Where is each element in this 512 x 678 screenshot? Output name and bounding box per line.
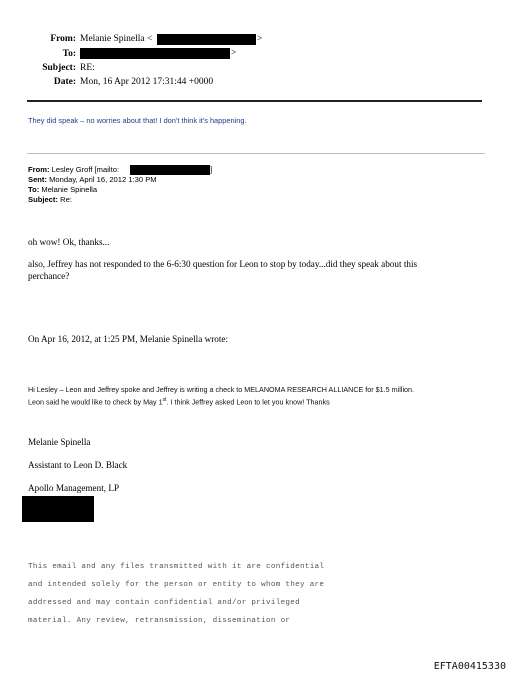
reply-text: They did speak – no worries about that! I don't think it's happening. <box>28 116 247 125</box>
disclaimer-line-2: and intended solely for the person or entity to whom they are <box>28 581 325 589</box>
fwd-subject-line <box>28 195 72 204</box>
signature-company: Apollo Management, LP <box>28 483 120 493</box>
quoted-line-b-pre: Leon said he would like to check by May 1 <box>28 397 163 407</box>
fwd-subject-value: Re: <box>60 195 72 204</box>
fwd-from-label: From: <box>28 165 50 174</box>
fwd-to-value: Melanie Spinella <box>41 185 98 194</box>
fwd-to-line <box>28 185 97 194</box>
to-label: To: <box>62 49 76 59</box>
fwd-from-value: Lesley Groff [mailto: <box>51 165 120 174</box>
subject-value: RE: <box>80 63 95 73</box>
subject-label: Subject: <box>42 63 76 73</box>
forward-divider <box>27 153 485 154</box>
redaction-bar <box>80 48 230 59</box>
from-suffix: > <box>257 34 263 44</box>
body-line-1: oh wow! Ok, thanks... <box>28 237 110 247</box>
date-value: Mon, 16 Apr 2012 17:31:44 +0000 <box>80 77 214 87</box>
from-label: From: <box>50 34 76 44</box>
disclaimer-line-1: This email and any files transmitted with it are confidential <box>28 563 325 571</box>
from-value: Melanie Spinella < <box>80 34 153 44</box>
quoted-line-b-post: . I think Jeffrey asked Leon to let you know! Thanks <box>166 397 330 407</box>
redaction-bar <box>130 165 213 175</box>
quoted-line-b-sup: st <box>162 397 167 403</box>
body-line-2b: perchance? <box>28 271 70 281</box>
redaction-bar <box>157 34 256 45</box>
date-label: Date: <box>53 77 76 87</box>
fwd-subject-label: Subject: <box>28 195 58 204</box>
quote-intro: On Apr 16, 2012, at 1:25 PM, Melanie Spinella wrote: <box>28 334 229 344</box>
signature-name: Melanie Spinella <box>28 437 91 447</box>
fwd-from-line <box>28 165 119 174</box>
redaction-block <box>22 496 94 522</box>
fwd-from-suffix: ] <box>210 165 213 174</box>
to-suffix: > <box>231 48 237 58</box>
body-line-2a: also, Jeffrey has not responded to the 6-6:30 question for Leon to stop by today...did they speak about this <box>28 259 418 269</box>
fwd-sent-line <box>28 175 157 184</box>
signature-title: Assistant to Leon D. Black <box>28 460 128 470</box>
bates-number: EFTA00415330 <box>433 661 506 672</box>
header-divider <box>27 100 482 102</box>
fwd-sent-label: Sent: <box>28 175 47 184</box>
quoted-line-a: Hi Lesley – Leon and Jeffrey spoke and Jeffrey is writing a check to MELANOMA RESEARCH ALLIANCE for $1.5 million. <box>28 385 415 394</box>
quoted-line-b <box>28 397 330 406</box>
disclaimer-line-4: material. Any review, retransmission, dissemination or <box>28 617 291 625</box>
fwd-to-label: To: <box>28 185 40 194</box>
fwd-sent-value: Monday, April 16, 2012 1:30 PM <box>49 175 157 184</box>
disclaimer-line-3: addressed and may contain confidential and/or privileged <box>28 599 300 607</box>
